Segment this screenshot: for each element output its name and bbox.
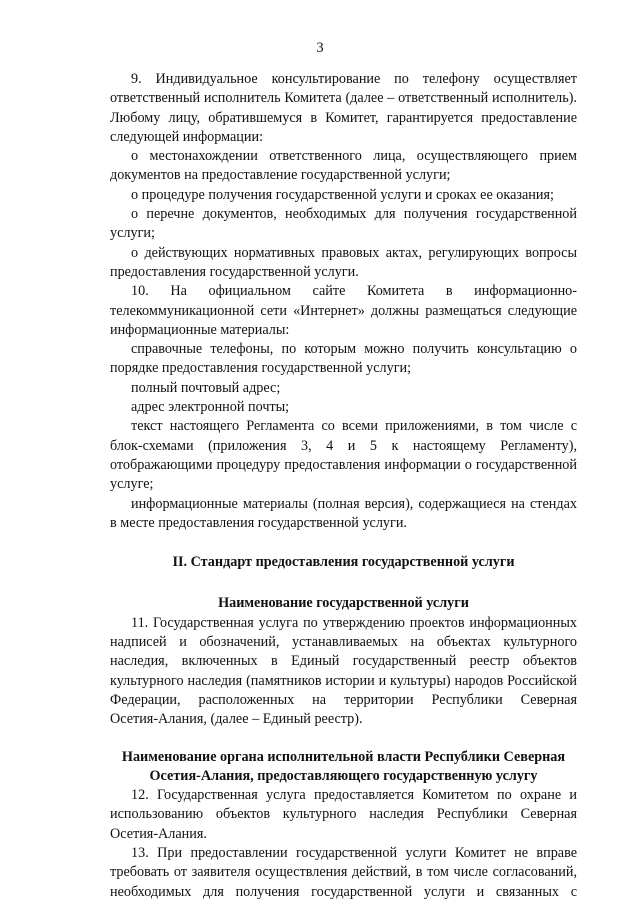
text-line: блок-схемами (приложения 3, 4 и 5 к настоящему Регламенту), — [110, 437, 577, 454]
text-line: 9. Индивидуальное консультирование по телефону осуществляет — [131, 71, 577, 87]
heading-line: Осетия-Алания, предоставляющего государственную услугу — [149, 767, 538, 784]
text-line: о действующих нормативных правовых актах, регулирующих вопросы — [131, 244, 577, 261]
text-line: ответственный исполнитель Комитета (далее – ответственный исполнитель). — [110, 90, 577, 107]
text-line: в месте предоставления государственной услуги. — [110, 514, 407, 531]
heading-line: Наименование органа исполнительной власти Республики Северная — [121, 748, 566, 765]
text-line: информационные материалы (полная версия), содержащиеся на стендах — [131, 495, 577, 512]
text-line: полный почтовый адрес; — [131, 379, 281, 396]
paragraph-11 — [110, 614, 577, 730]
text-line: следующей информации: — [110, 128, 264, 145]
text-line: порядке предоставления государственной услуги; — [110, 360, 412, 377]
subheading-authority — [110, 748, 577, 787]
text-line: 10. На официальном сайте Комитета в информационно- — [131, 283, 577, 300]
paragraph-13 — [110, 844, 577, 902]
text-line: надписей и обозначений, устанавливаемых на объектах культурного — [110, 634, 577, 651]
paragraph-10 — [110, 282, 577, 533]
text-line: документов на предоставление государственной услуги; — [110, 167, 451, 184]
text-line: информационные материалы: — [110, 321, 290, 338]
subheading-service-name: Наименование государственной услуги — [218, 595, 469, 612]
paragraph-9 — [110, 70, 577, 282]
text-line: Федерации, расположенных на территории Республики Северная — [110, 691, 577, 708]
page-number: 3 — [316, 40, 324, 56]
text-line: о процедуре получения государственной услуги и сроках ее оказания; — [131, 186, 554, 203]
text-line: использованию объектов культурного наследия Республики Северная — [110, 806, 577, 823]
text-line: о перечне документов, необходимых для получения государственной — [131, 206, 577, 223]
text-line: Осетия-Алания, (далее – Единый реестр). — [110, 711, 363, 728]
section-title: II. Стандарт предоставления государственной услуги — [172, 554, 515, 571]
text-line: необходимых для получения государственной услуги и связанных с — [110, 883, 577, 900]
text-line: 13. При предоставлении государственной услуги Комитет не вправе — [131, 844, 577, 861]
text-line: о местонахождении ответственного лица, осуществляющего прием — [131, 148, 577, 165]
text-line: услуги; — [110, 225, 155, 242]
text-line: справочные телефоны, по которым можно получить консультацию о — [131, 341, 577, 358]
text-line: отображающими процедуру предоставления информации о государственной — [110, 456, 577, 473]
text-line: требовать от заявителя осуществления действий, в том числе согласований, — [110, 864, 577, 881]
document-body — [110, 70, 577, 902]
text-line: 11. Государственная услуга по утверждению проектов информационных — [131, 614, 577, 631]
text-line: предоставления государственной услуги. — [110, 263, 359, 280]
text-line: телекоммуникационной сети «Интернет» должны размещаться следующие — [110, 302, 577, 319]
text-line: наследия, включенных в Единый государственный реестр объектов — [110, 653, 577, 670]
text-line: культурного наследия (памятников истории и культуры) народов Российской — [110, 672, 577, 689]
text-line: услуге; — [110, 476, 154, 493]
text-line: текст настоящего Регламента со всеми приложениями, в том числе с — [131, 418, 577, 435]
paragraph-12 — [110, 786, 577, 844]
text-line: 12. Государственная услуга предоставляется Комитетом по охране и — [131, 787, 577, 804]
text-line: Любому лицу, обратившемуся в Комитет, гарантируется предоставление — [110, 109, 577, 126]
text-line: адрес электронной почты; — [131, 399, 290, 416]
text-line: Осетия-Алания. — [110, 825, 207, 842]
